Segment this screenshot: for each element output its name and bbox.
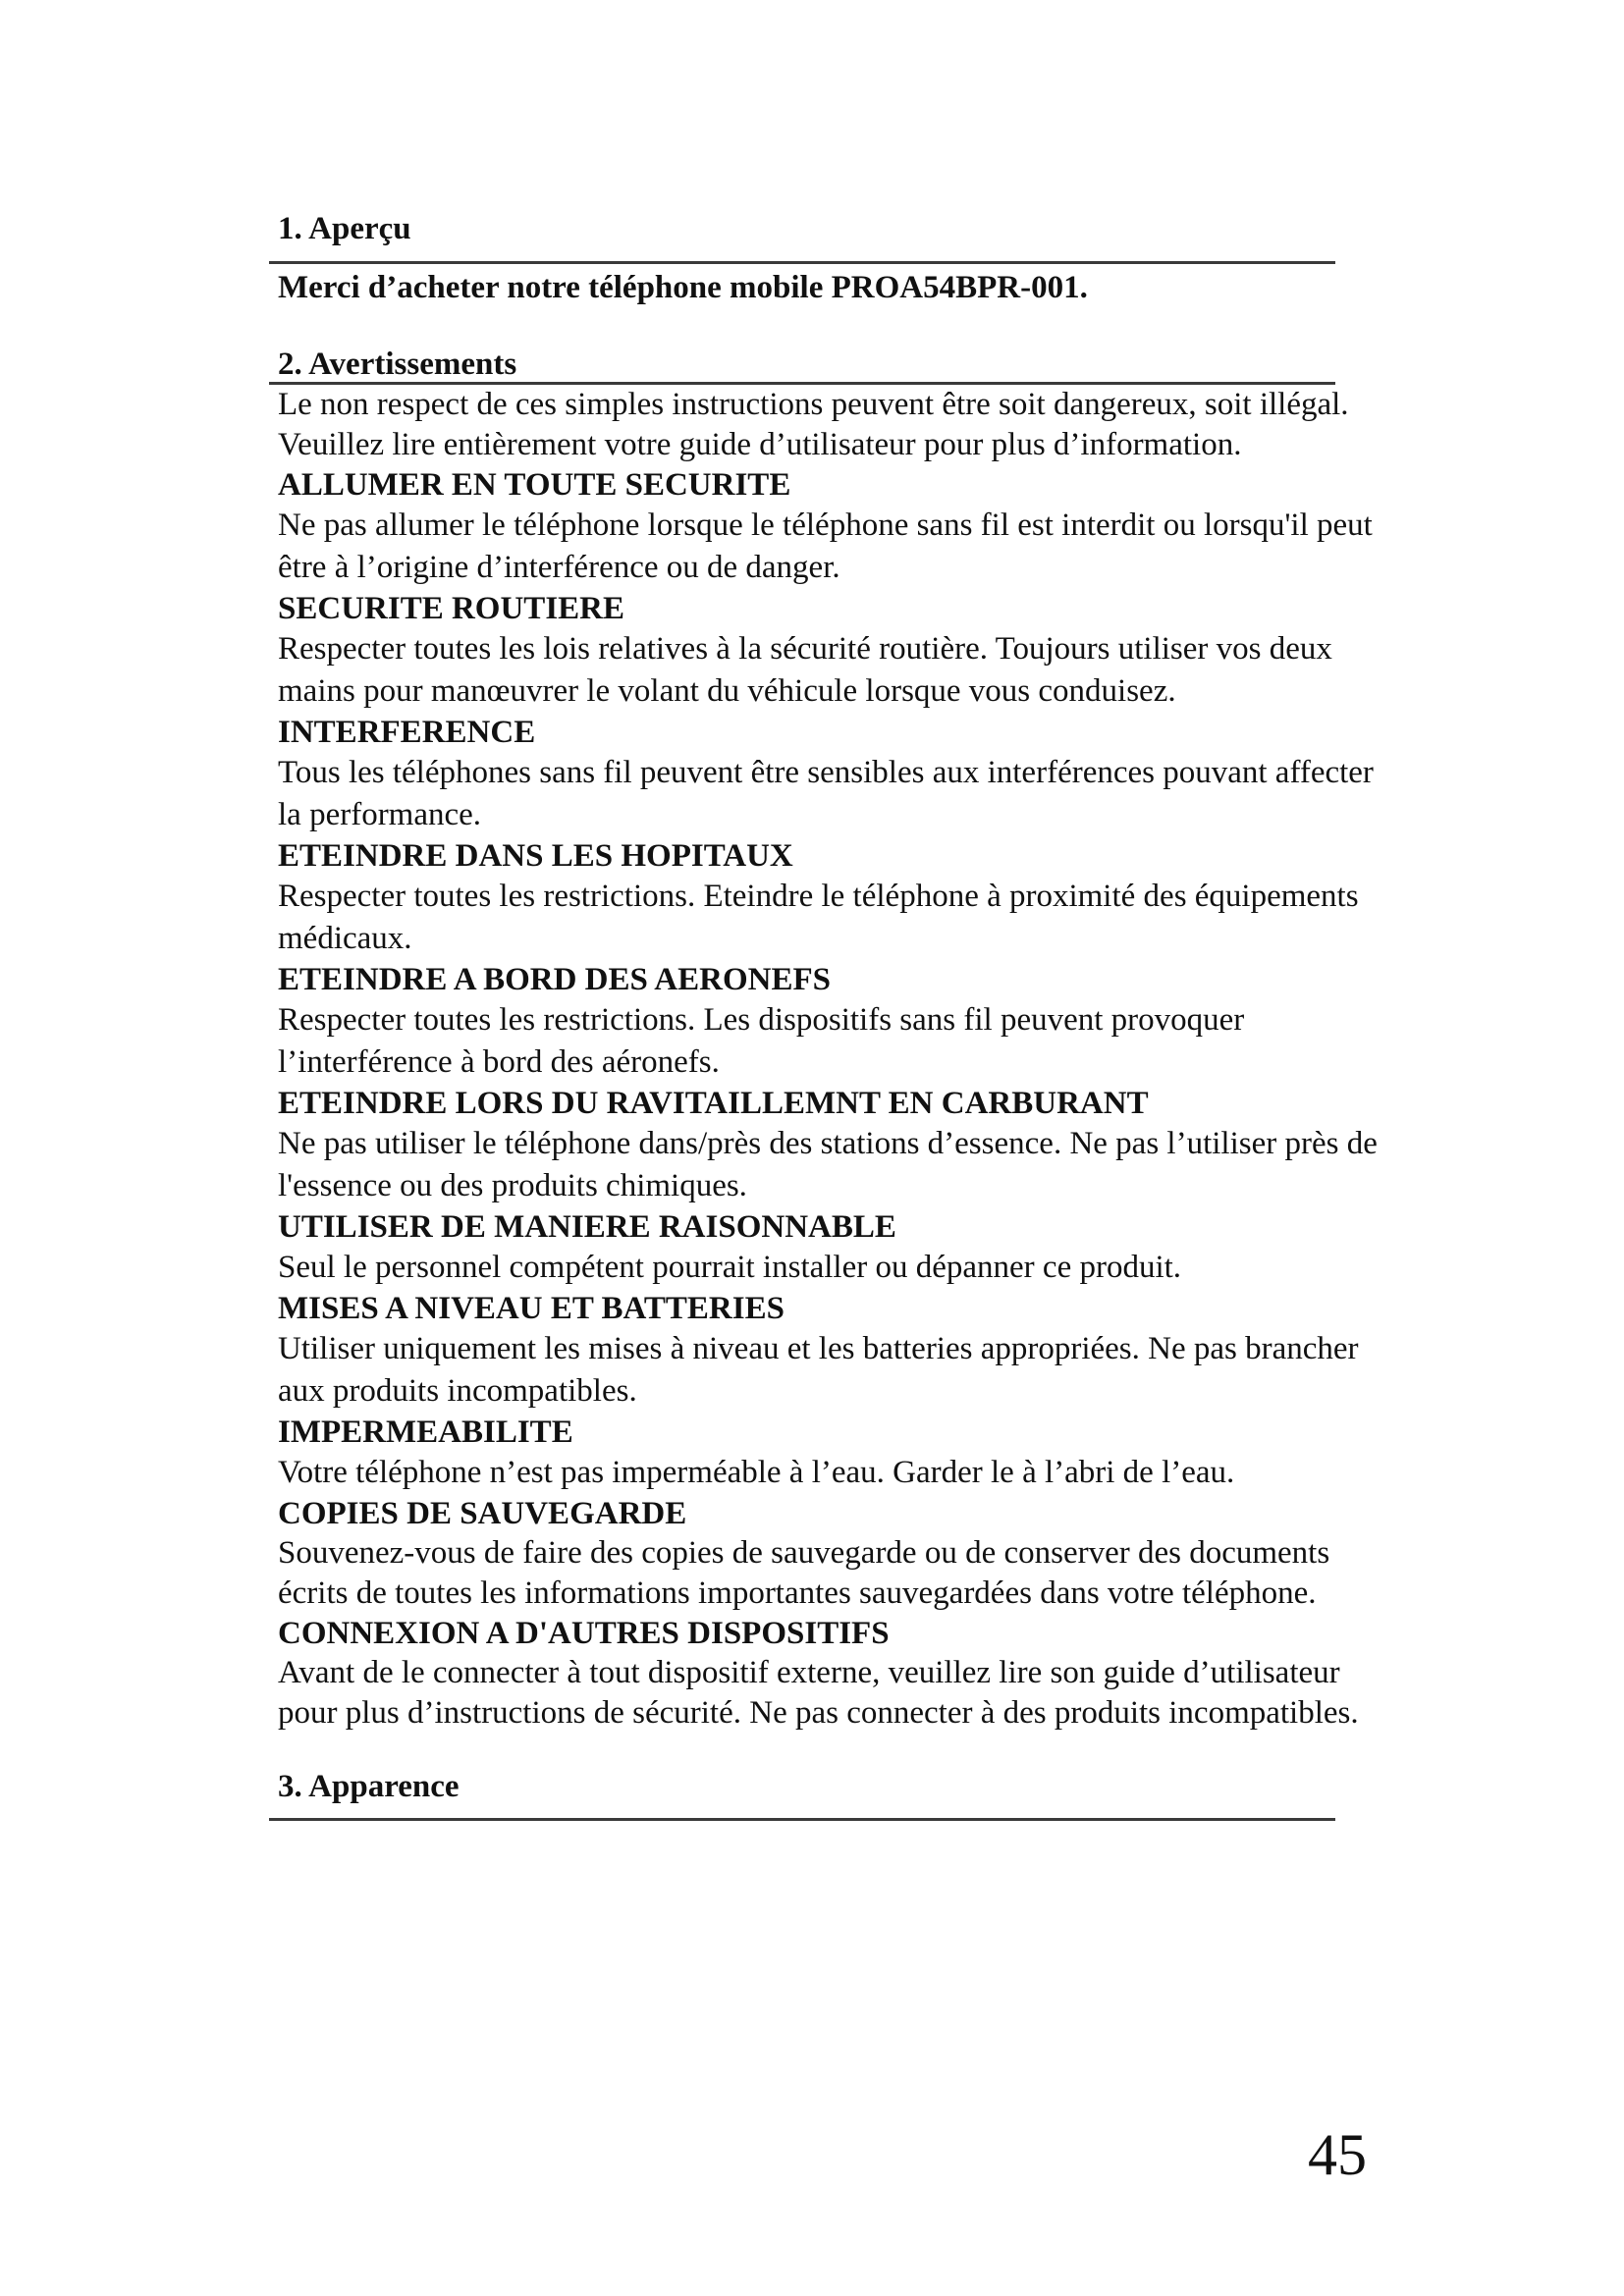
warning-text: Respecter toutes les lois relatives à la sécurité routière. Toujours utiliser vos deux mains pour manœuvrer le volant du véhicule lorsque vous conduisez. bbox=[278, 631, 1332, 709]
warning-title: COPIES DE SAUVEGARDE bbox=[278, 1496, 687, 1531]
warning-title: MISES A NIVEAU ET BATTERIES bbox=[278, 1291, 785, 1326]
warning-title: CONNEXION A D'AUTRES DISPOSITIFS bbox=[278, 1616, 890, 1651]
warning-text: Respecter toutes les restrictions. Les dispositifs sans fil peuvent provoquer l’interférence à bord des aéronefs. bbox=[278, 1002, 1245, 1080]
spacer bbox=[278, 307, 1378, 345]
warning-title: UTILISER DE MANIERE RAISONNABLE bbox=[278, 1209, 896, 1245]
warning-item bbox=[278, 836, 1378, 960]
page-content bbox=[278, 209, 1378, 1821]
section-title-overview: 1. Aperçu bbox=[278, 211, 411, 246]
warning-text: Respecter toutes les restrictions. Eteindre le téléphone à proximité des équipements médicaux. bbox=[278, 879, 1359, 956]
warning-item bbox=[278, 589, 1378, 713]
warning-text: Ne pas allumer le téléphone lorsque le téléphone sans fil est interdit ou lorsqu'il peut être à l’origine d’interférence ou de danger. bbox=[278, 507, 1373, 585]
page-number: 45 bbox=[1308, 2122, 1367, 2187]
warning-title: ETEINDRE LORS DU RAVITAILLEMNT EN CARBURANT bbox=[278, 1086, 1149, 1121]
section-title-warnings: 2. Avertissements bbox=[278, 347, 517, 382]
warning-item bbox=[278, 713, 1378, 836]
warning-item bbox=[278, 465, 1378, 589]
warning-title: ETEINDRE DANS LES HOPITAUX bbox=[278, 838, 793, 874]
warning-title: ALLUMER EN TOUTE SECURITE bbox=[278, 467, 791, 503]
warning-item bbox=[278, 1207, 1378, 1289]
warnings-intro: Le non respect de ces simples instructions peuvent être soit dangereux, soit illégal. Veuillez lire entièrement votre guide d’utilisateur pour plus d’information. bbox=[278, 387, 1349, 462]
warning-title: SECURITE ROUTIERE bbox=[278, 591, 625, 626]
warning-text: Tous les téléphones sans fil peuvent être sensibles aux interférences pouvant affecter la performance. bbox=[278, 755, 1374, 832]
warning-text: Ne pas utiliser le téléphone dans/près des stations d’essence. Ne pas l’utiliser près de l'essence ou des produits chimiques. bbox=[278, 1126, 1378, 1203]
warning-item bbox=[278, 1084, 1378, 1207]
warning-text: Seul le personnel compétent pourrait installer ou dépanner ce produit. bbox=[278, 1250, 1182, 1285]
warning-title: IMPERMEABILITE bbox=[278, 1415, 573, 1450]
warning-text: Avant de le connecter à tout dispositif externe, veuillez lire son guide d’utilisateur pour plus d’instructions de sécurité. Ne pas connecter à des produits incompatibles. bbox=[278, 1655, 1359, 1731]
warning-title: ETEINDRE A BORD DES AERONEFS bbox=[278, 962, 831, 997]
section-divider bbox=[269, 1818, 1335, 1821]
warning-item bbox=[278, 1614, 1378, 1734]
warning-text: Votre téléphone n’est pas imperméable à l’eau. Garder le à l’abri de l’eau. bbox=[278, 1455, 1235, 1490]
section-title-appearance: 3. Apparence bbox=[278, 1769, 460, 1804]
warnings-list bbox=[278, 465, 1378, 1734]
section-divider bbox=[269, 382, 1335, 385]
warning-title: INTERFERENCE bbox=[278, 715, 536, 750]
warning-item bbox=[278, 1413, 1378, 1494]
warning-item bbox=[278, 960, 1378, 1084]
warning-text: Souvenez-vous de faire des copies de sauvegarde ou de conserver des documents écrits de toutes les informations importantes sauvegardées dans votre téléphone. bbox=[278, 1535, 1330, 1611]
warning-text: Utiliser uniquement les mises à niveau et les batteries appropriées. Ne pas brancher aux produits incompatibles. bbox=[278, 1331, 1359, 1409]
section-divider bbox=[269, 261, 1335, 264]
overview-intro: Merci d’acheter notre téléphone mobile PROA54BPR-001. bbox=[278, 270, 1088, 305]
warning-item bbox=[278, 1494, 1378, 1614]
spacer bbox=[278, 1734, 1378, 1767]
warning-item bbox=[278, 1289, 1378, 1413]
